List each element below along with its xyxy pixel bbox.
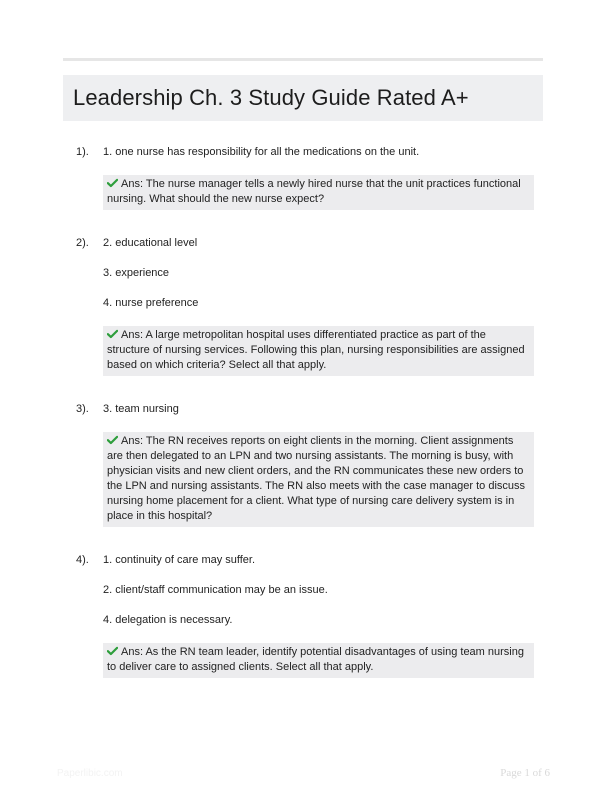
- top-divider: [63, 58, 543, 61]
- checkmark-icon: [107, 646, 118, 656]
- answer-option: 4. nurse preference: [103, 297, 199, 309]
- answer-option: 2. educational level: [103, 237, 198, 249]
- checkmark-icon: [107, 329, 118, 339]
- answer-prefix: Ans:: [121, 329, 144, 341]
- checkmark-icon: [107, 178, 118, 188]
- question-item: [63, 236, 543, 376]
- question-item: [63, 402, 543, 527]
- answer-box: [103, 326, 534, 376]
- question-item: [63, 553, 543, 678]
- answer-option: 3. experience: [103, 267, 170, 279]
- page-indicator: Page 1 of 6: [500, 767, 550, 779]
- answer-prefix: Ans:: [121, 178, 144, 190]
- answer-box: [103, 643, 534, 678]
- answer-prefix: Ans:: [121, 646, 144, 658]
- answer-text: The RN receives reports on eight clients in the morning. Client assignments are then delegated to an LPN and two nursing assistants. The morning is busy, with physician visits and new client orders, and the RN communicates these new orders to the LPN and nursing assistants. The RN also meets with the case manager to discuss nursing home placement for a client. What type of nursing care delivery system is in place in this hospital?: [107, 435, 526, 522]
- answer-option: 2. client/staff communication may be an issue.: [103, 584, 328, 596]
- answer-option: 4. delegation is necessary.: [103, 614, 233, 626]
- answer-option: 1. continuity of care may suffer.: [103, 554, 256, 566]
- answer-box: [103, 175, 534, 210]
- answer-box: [103, 432, 534, 527]
- checkmark-icon: [107, 435, 118, 445]
- answer-prefix: Ans:: [121, 435, 144, 447]
- question-number: 3).: [76, 403, 89, 415]
- page-title: Leadership Ch. 3 Study Guide Rated A+: [73, 85, 469, 110]
- footer-watermark: Paperlibic.com: [57, 768, 123, 779]
- question-number: 4).: [76, 554, 89, 566]
- question-list: [63, 145, 543, 704]
- answer-option: 3. team nursing: [103, 403, 179, 415]
- title-banner: [63, 75, 543, 121]
- answer-option: 1. one nurse has responsibility for all the medications on the unit.: [103, 146, 420, 158]
- question-number: 1).: [76, 146, 89, 158]
- answer-text: The nurse manager tells a newly hired nurse that the unit practices functional nursing. What should the new nurse expect?: [107, 178, 521, 205]
- answer-text: A large metropolitan hospital uses differentiated practice as part of the structure of nursing services. Following this plan, nursing responsibilities are assigned based on which criteria? Select all that apply.: [107, 329, 525, 371]
- question-item: [63, 145, 543, 210]
- question-number: 2).: [76, 237, 89, 249]
- answer-text: As the RN team leader, identify potential disadvantages of using team nursing to deliver care to assigned clients. Select all that apply.: [107, 646, 524, 673]
